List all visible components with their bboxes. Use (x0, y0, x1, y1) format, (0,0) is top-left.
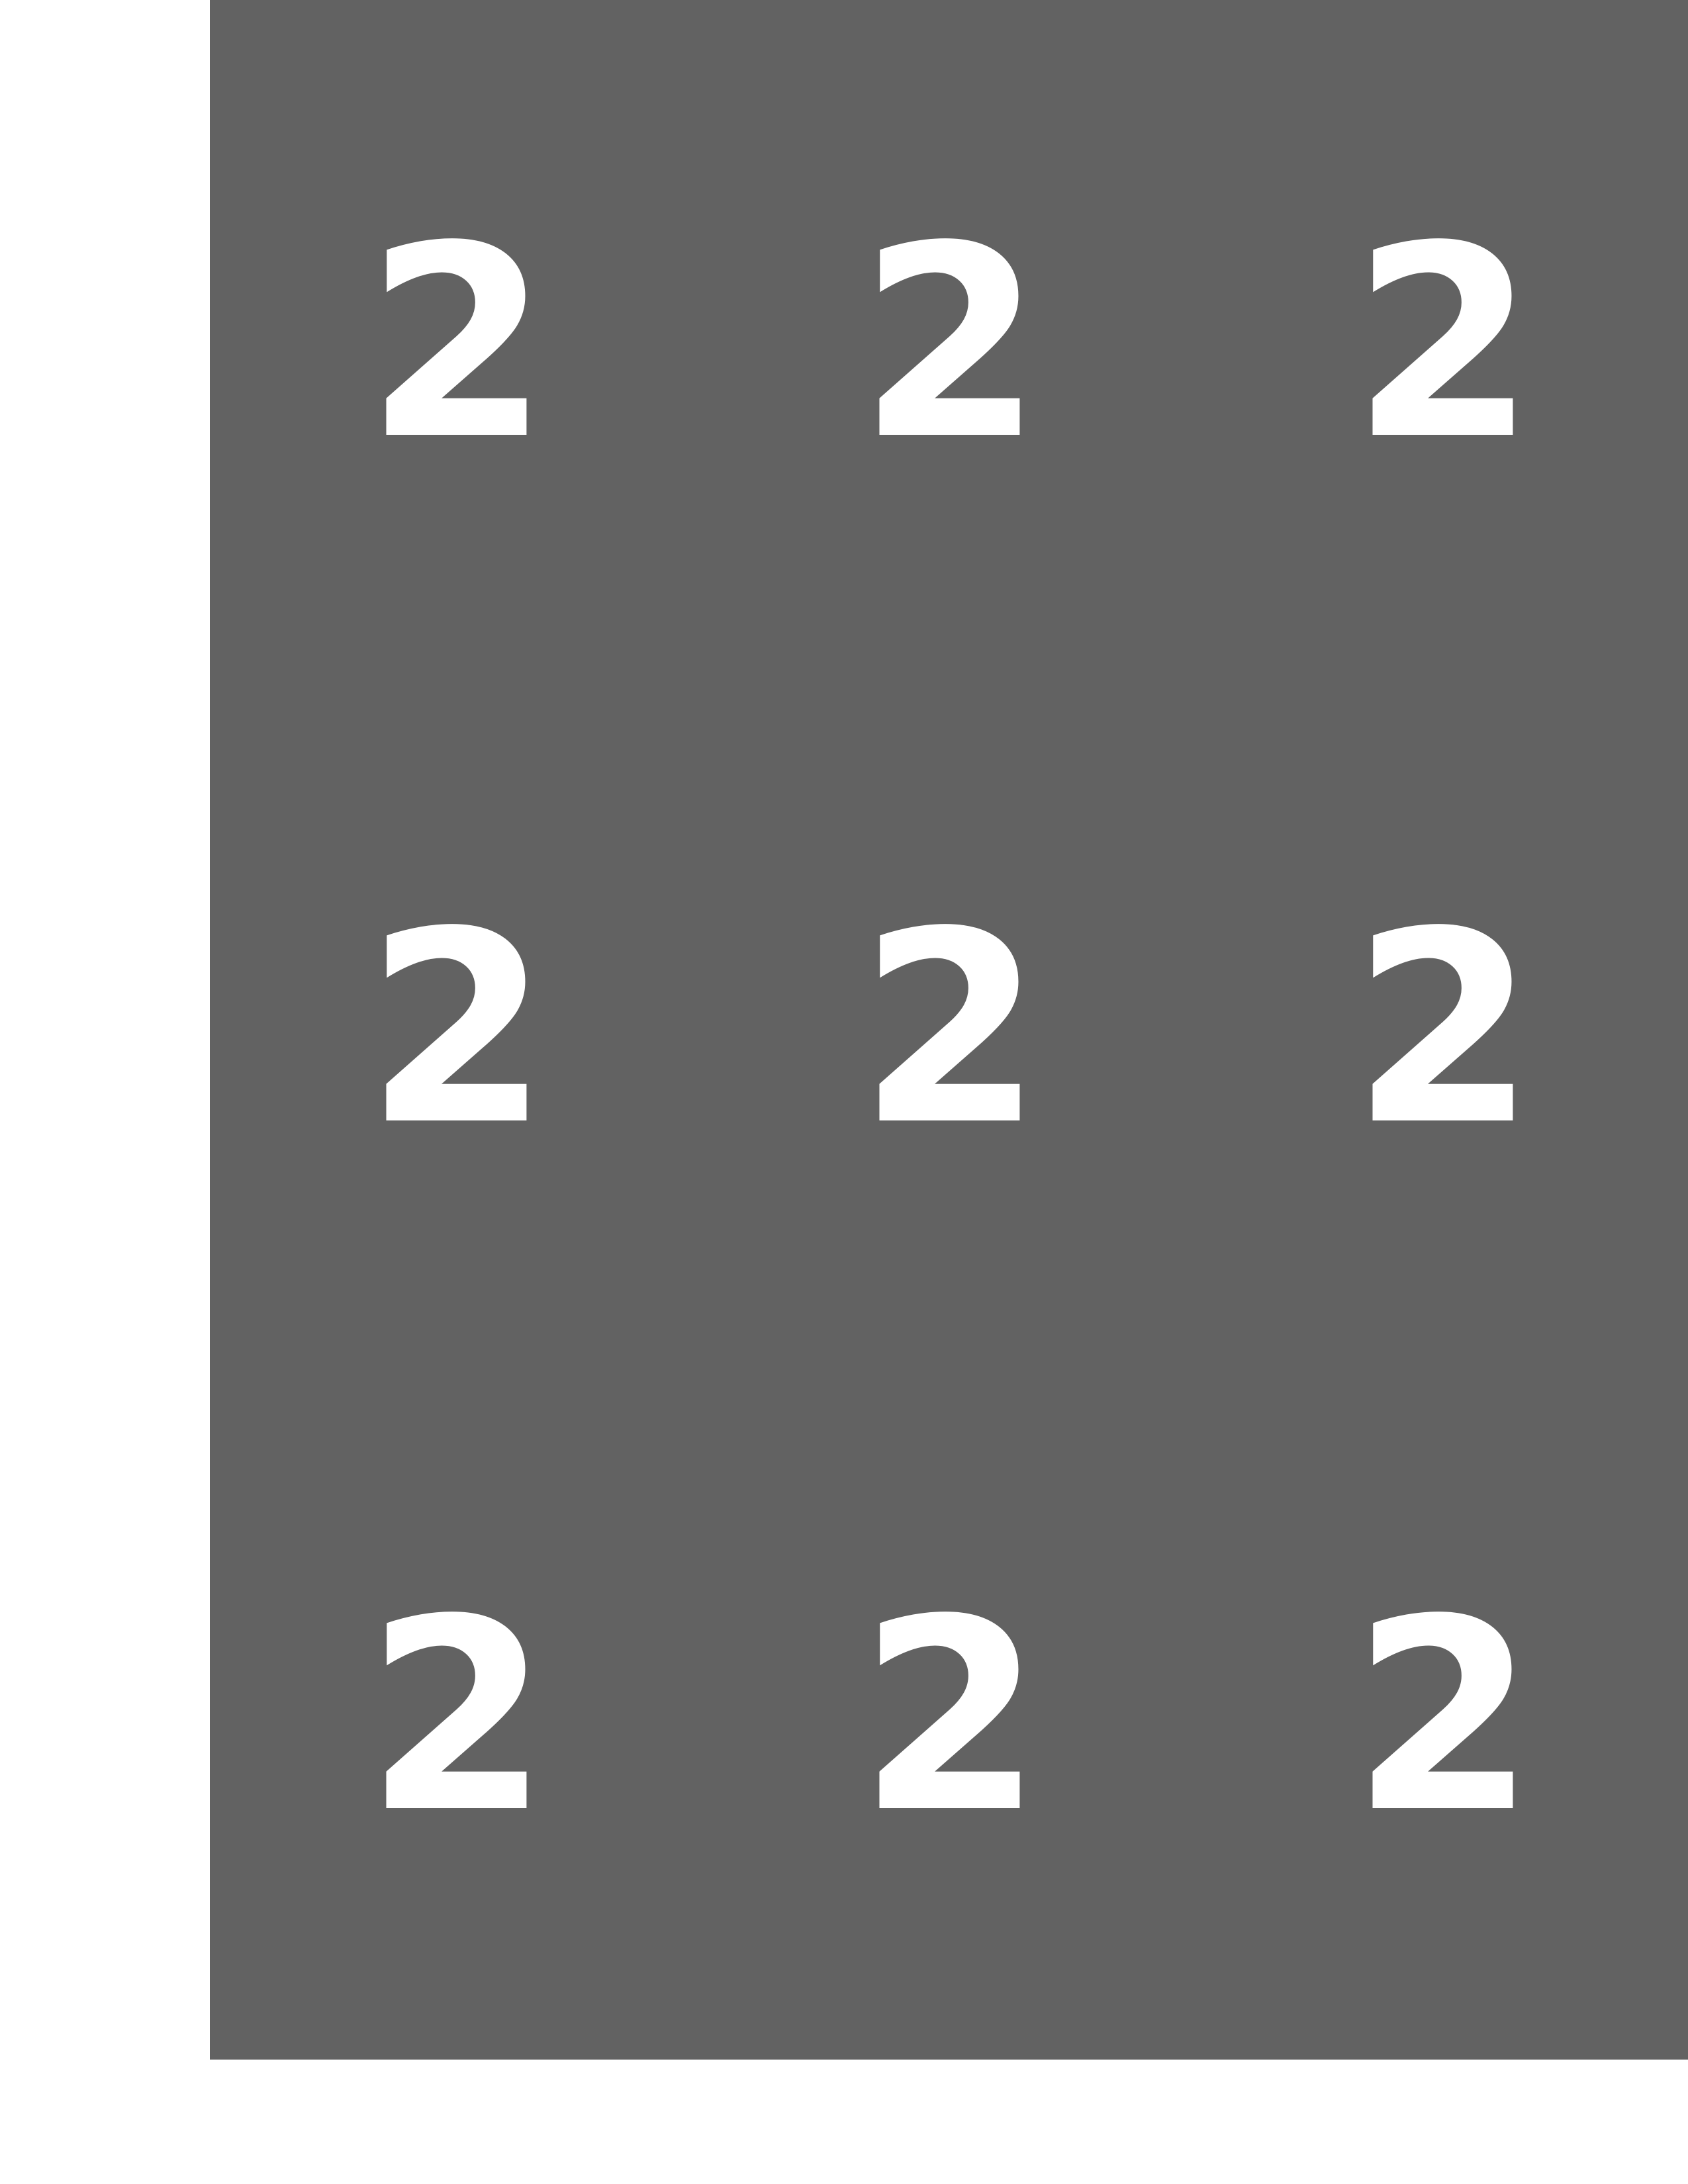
grid-cell-r1-c2 (858, 190, 1043, 498)
grid-cell-r1-c1 (365, 190, 550, 498)
digit-grid (210, 0, 1688, 2060)
digit: 2 (365, 190, 550, 498)
digit: 2 (1351, 876, 1536, 1183)
grid-cell-r1-c3 (1351, 190, 1536, 498)
digit: 2 (1351, 1563, 1536, 1871)
digit: 2 (858, 190, 1043, 498)
digit: 2 (858, 1563, 1043, 1871)
grid-cell-r3-c1 (365, 1563, 550, 1871)
gray-panel (210, 0, 1688, 2060)
grid-cell-r2-c2 (858, 876, 1043, 1183)
grid-cell-r3-c3 (1351, 1563, 1536, 1871)
grid-cell-r2-c3 (1351, 876, 1536, 1183)
grid-cell-r3-c2 (858, 1563, 1043, 1871)
grid-cell-r2-c1 (365, 876, 550, 1183)
digit: 2 (858, 876, 1043, 1183)
digit: 2 (1351, 190, 1536, 498)
digit: 2 (365, 876, 550, 1183)
digit: 2 (365, 1563, 550, 1871)
